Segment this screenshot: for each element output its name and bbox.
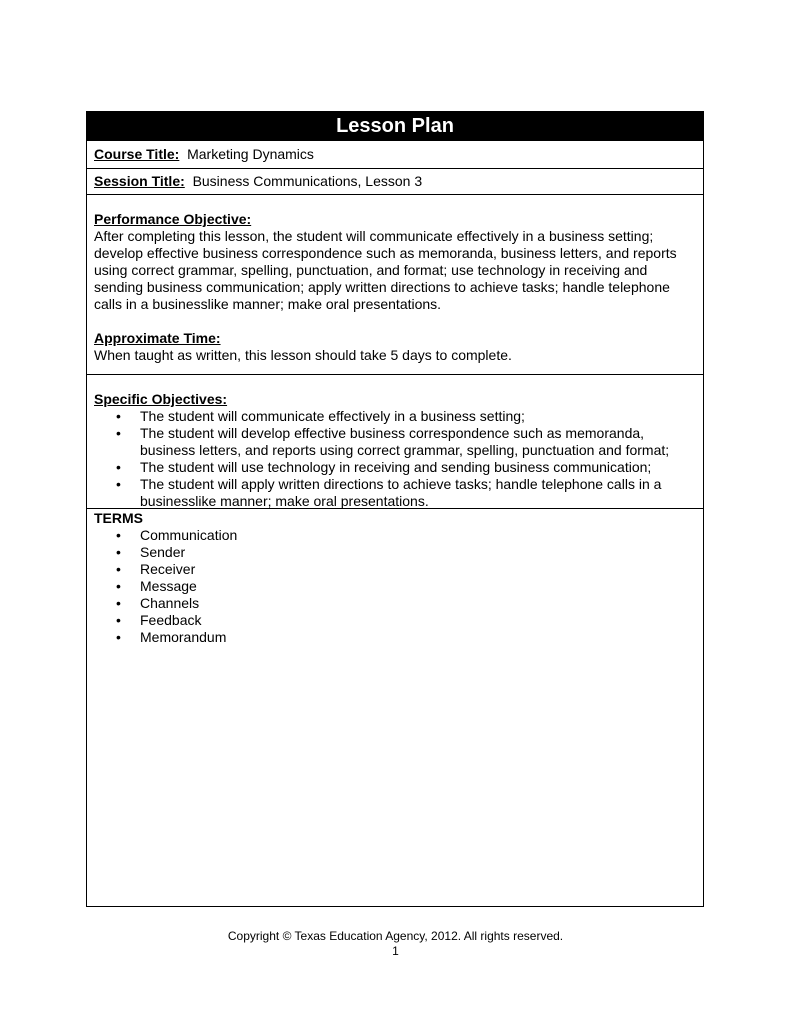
list-item: • The student will apply written directions to achieve tasks; handle telephone calls in a businesslike manner; make oral presentations. — [94, 476, 696, 510]
specific-objectives-section — [87, 374, 703, 508]
copyright-footer: Copyright © Texas Education Agency, 2012. All rights reserved. — [227, 929, 564, 943]
page-title: Lesson Plan — [87, 112, 703, 140]
list-item: • Sender — [94, 544, 696, 561]
specific-objectives-list — [94, 408, 696, 510]
performance-objective-section — [87, 194, 703, 374]
course-title-row — [87, 140, 703, 168]
lesson-plan-table — [86, 111, 704, 907]
page-number: 1 — [392, 944, 399, 958]
performance-objective-line: develop effective business correspondence such as memoranda, business letters, and reports — [94, 245, 677, 261]
terms-section — [87, 508, 703, 907]
approximate-time-text: When taught as written, this lesson should take 5 days to complete. — [94, 347, 512, 363]
list-item: • Memorandum — [94, 629, 696, 646]
performance-objective-line: sending business communication; apply written directions to achieve tasks; handle telephone — [94, 279, 670, 295]
approximate-time-label: Approximate Time: — [94, 330, 221, 346]
course-title-value: Marketing Dynamics — [187, 146, 314, 162]
performance-objective-line: calls in a businesslike manner; make oral presentations. — [94, 296, 442, 312]
list-item: • The student will communicate effectively in a business setting; — [94, 408, 696, 425]
terms-label: TERMS — [94, 510, 143, 526]
list-item: • Feedback — [94, 612, 696, 629]
list-item: • The student will use technology in receiving and sending business communication; — [94, 459, 696, 476]
performance-objective-line: using correct grammar, spelling, punctuation, and format; use technology in receiving and — [94, 262, 648, 278]
session-title-value: Business Communications, Lesson 3 — [192, 173, 423, 189]
performance-objective-label: Performance Objective: — [94, 211, 252, 227]
list-item: • Receiver — [94, 561, 696, 578]
session-title-row — [87, 168, 703, 194]
list-item: • The student will develop effective business correspondence such as memoranda, business letters, and reports using correct grammar, spelling, punctuation and format; — [94, 425, 696, 459]
list-item: • Message — [94, 578, 696, 595]
performance-objective-line: After completing this lesson, the student will communicate effectively in a business setting; — [94, 228, 654, 244]
specific-objectives-label: Specific Objectives: — [94, 391, 228, 407]
session-title-label: Session Title: — [94, 173, 185, 189]
list-item: • Communication — [94, 527, 696, 544]
list-item: • Channels — [94, 595, 696, 612]
course-title-label: Course Title: — [94, 146, 180, 162]
terms-list — [94, 527, 696, 646]
